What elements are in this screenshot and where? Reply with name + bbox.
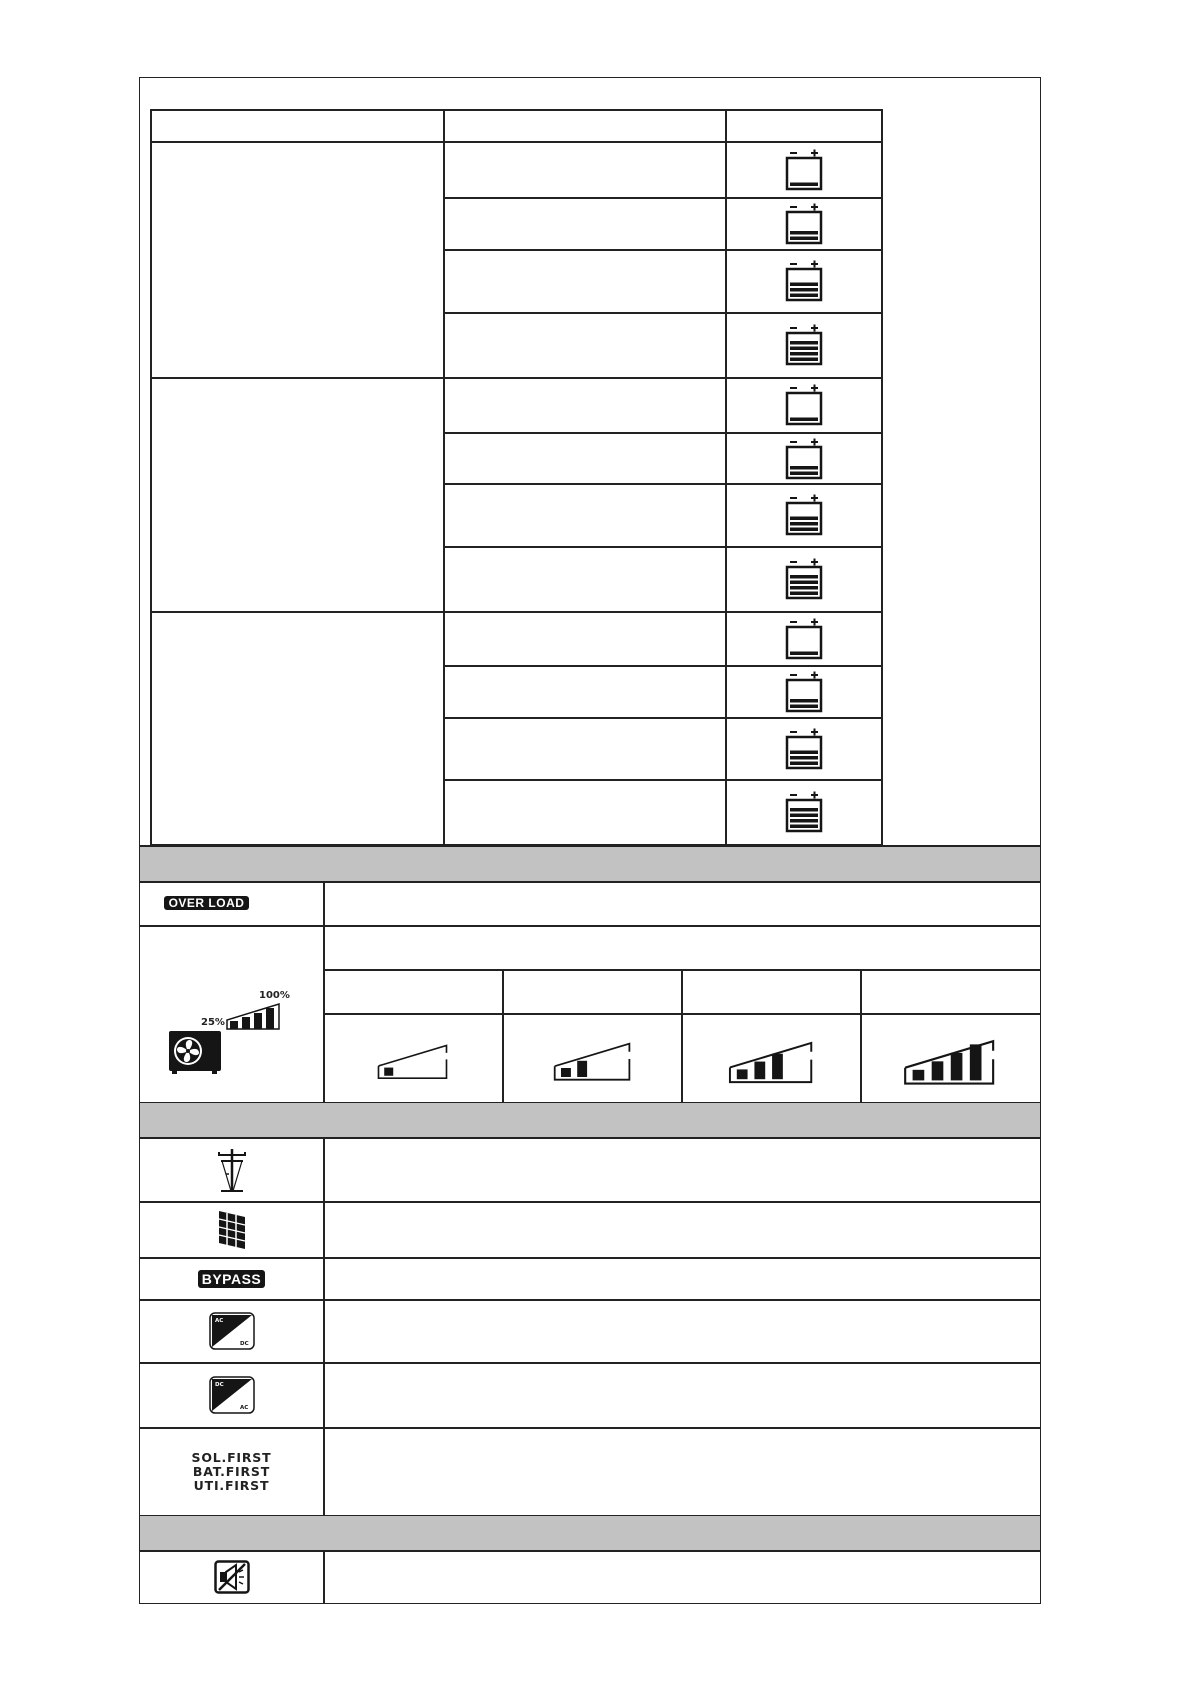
battery-level-1-icon bbox=[784, 382, 824, 426]
priority-mode-battery-first: BAT.FIRST bbox=[192, 1463, 271, 1479]
battery-level-1-icon bbox=[784, 147, 824, 191]
battery-level-2-icon bbox=[784, 201, 824, 245]
battery-level-4-icon bbox=[784, 789, 824, 833]
battery-level-2-icon bbox=[784, 669, 824, 713]
ac-label: AC bbox=[214, 1318, 223, 1324]
solar-panel-icon bbox=[216, 1208, 248, 1252]
load-level-legend-cell bbox=[140, 926, 323, 1102]
bypass-cell bbox=[140, 1258, 323, 1299]
battery-level-1-icon bbox=[784, 616, 824, 660]
load-level-1-bar-icon bbox=[376, 1043, 450, 1081]
mute-icon bbox=[214, 1560, 250, 1594]
battery-level-3-icon bbox=[784, 258, 824, 302]
battery-level-3-icon bbox=[784, 492, 824, 536]
mute-cell bbox=[140, 1551, 323, 1603]
battery-level-4-icon bbox=[784, 556, 824, 600]
battery-level-4-icon bbox=[784, 322, 824, 366]
battery-level-3-icon bbox=[784, 726, 824, 770]
utility-pole-icon bbox=[215, 1147, 249, 1193]
priority-modes-cell bbox=[140, 1428, 323, 1515]
battery-level-2-icon bbox=[784, 436, 824, 480]
dc-to-ac-icon bbox=[209, 1376, 255, 1414]
solar-panel-cell bbox=[140, 1202, 323, 1257]
utility-pole-cell bbox=[140, 1138, 323, 1201]
load-percent-min: 25% bbox=[201, 1017, 225, 1028]
fan-icon bbox=[168, 1030, 222, 1075]
ac-to-dc-cell bbox=[140, 1300, 323, 1362]
section-header-mode bbox=[140, 1103, 1040, 1137]
priority-mode-utility-first: UTI.FIRST bbox=[193, 1477, 270, 1493]
ac-label: AC bbox=[239, 1405, 248, 1411]
section-header-mute bbox=[140, 1516, 1040, 1550]
load-level-3-bars-icon bbox=[727, 1040, 815, 1085]
load-bars-icon bbox=[225, 1002, 283, 1032]
load-percent-max: 100% bbox=[259, 990, 290, 1001]
priority-mode-solar-first: SOL.FIRST bbox=[191, 1449, 272, 1465]
section-header-load bbox=[140, 846, 1040, 881]
overload-badge: OVER LOAD bbox=[164, 896, 250, 910]
dc-to-ac-cell bbox=[140, 1363, 323, 1427]
load-level-4-bars-icon bbox=[902, 1038, 997, 1087]
priority-modes-list bbox=[192, 1451, 272, 1493]
load-level-2-bars-icon bbox=[552, 1041, 633, 1082]
dc-label: DC bbox=[239, 1341, 249, 1347]
ac-to-dc-icon bbox=[209, 1312, 255, 1350]
overload-indicator-cell bbox=[140, 882, 323, 924]
bypass-badge: BYPASS bbox=[198, 1270, 266, 1288]
dc-label: DC bbox=[214, 1382, 224, 1388]
